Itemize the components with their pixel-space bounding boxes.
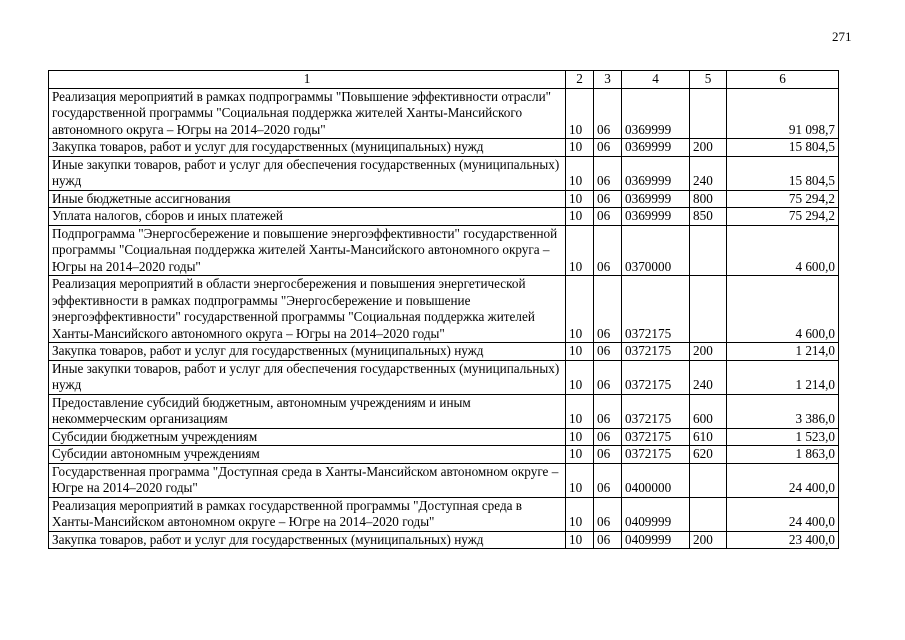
cell-subsection: 06 (594, 497, 622, 531)
cell-target-article: 0369999 (622, 139, 690, 157)
cell-target-article: 0370000 (622, 225, 690, 276)
cell-amount: 1 214,0 (727, 360, 839, 394)
cell-section: 10 (566, 156, 594, 190)
cell-section: 10 (566, 360, 594, 394)
table-row (49, 446, 839, 464)
cell-subsection: 06 (594, 428, 622, 446)
table-row (49, 463, 839, 497)
cell-name: Реализация мероприятий в области энергосбережения и повышения энергетической эффективности в рамках подпрограммы "Энергосбережение и повышение энергоэффективности" государственной программы "Социальная поддержка жителей Ханты-Мансийского автономного округа – Югры на 2014–2020 годы" (49, 276, 566, 343)
page-number: 271 (832, 29, 852, 44)
table-row (49, 208, 839, 226)
cell-section: 10 (566, 394, 594, 428)
table-row (49, 225, 839, 276)
cell-section: 10 (566, 531, 594, 549)
header-cell-sum: 6 (727, 71, 839, 89)
cell-name: Подпрограмма "Энергосбережение и повышение энергоэффективности" государственной программы "Социальная поддержка жителей Ханты-Мансийского автономного округа – Югры на 2014–2020 годы" (49, 225, 566, 276)
cell-target-article: 0369999 (622, 190, 690, 208)
cell-name: Закупка товаров, работ и услуг для государственных (муниципальных) нужд (49, 139, 566, 157)
table-row (49, 88, 839, 139)
cell-name: Иные закупки товаров, работ и услуг для обеспечения государственных (муниципальных) нужд (49, 360, 566, 394)
cell-subsection: 06 (594, 276, 622, 343)
cell-subsection: 06 (594, 139, 622, 157)
cell-subsection: 06 (594, 360, 622, 394)
cell-name: Закупка товаров, работ и услуг для государственных (муниципальных) нужд (49, 531, 566, 549)
cell-amount: 1 523,0 (727, 428, 839, 446)
cell-name: Субсидии автономным учреждениям (49, 446, 566, 464)
cell-expense-type (690, 463, 727, 497)
cell-target-article: 0372175 (622, 446, 690, 464)
cell-section: 10 (566, 428, 594, 446)
cell-amount: 1 214,0 (727, 343, 839, 361)
cell-subsection: 06 (594, 88, 622, 139)
table-row (49, 394, 839, 428)
cell-section: 10 (566, 497, 594, 531)
cell-section: 10 (566, 88, 594, 139)
cell-expense-type (690, 88, 727, 139)
cell-name: Уплата налогов, сборов и иных платежей (49, 208, 566, 226)
cell-amount: 23 400,0 (727, 531, 839, 549)
cell-expense-type: 850 (690, 208, 727, 226)
cell-name: Закупка товаров, работ и услуг для государственных (муниципальных) нужд (49, 343, 566, 361)
cell-amount: 24 400,0 (727, 497, 839, 531)
cell-target-article: 0372175 (622, 276, 690, 343)
cell-expense-type: 620 (690, 446, 727, 464)
table-row (49, 139, 839, 157)
cell-expense-type (690, 276, 727, 343)
table-row (49, 531, 839, 549)
cell-amount: 3 386,0 (727, 394, 839, 428)
cell-name: Иные закупки товаров, работ и услуг для обеспечения государственных (муниципальных) нужд (49, 156, 566, 190)
cell-amount: 75 294,2 (727, 208, 839, 226)
cell-target-article: 0372175 (622, 428, 690, 446)
cell-subsection: 06 (594, 531, 622, 549)
cell-subsection: 06 (594, 463, 622, 497)
budget-table (48, 70, 839, 549)
cell-section: 10 (566, 208, 594, 226)
table-row (49, 190, 839, 208)
cell-expense-type: 610 (690, 428, 727, 446)
cell-expense-type: 200 (690, 531, 727, 549)
table-row (49, 428, 839, 446)
cell-section: 10 (566, 446, 594, 464)
cell-expense-type: 600 (690, 394, 727, 428)
cell-expense-type: 200 (690, 343, 727, 361)
cell-expense-type (690, 225, 727, 276)
cell-expense-type: 240 (690, 156, 727, 190)
cell-amount: 4 600,0 (727, 276, 839, 343)
cell-subsection: 06 (594, 208, 622, 226)
header-cell-pr: 3 (594, 71, 622, 89)
cell-target-article: 0369999 (622, 88, 690, 139)
header-cell-name: 1 (49, 71, 566, 89)
cell-target-article: 0372175 (622, 394, 690, 428)
cell-subsection: 06 (594, 394, 622, 428)
cell-expense-type (690, 497, 727, 531)
cell-name: Иные бюджетные ассигнования (49, 190, 566, 208)
cell-expense-type: 240 (690, 360, 727, 394)
cell-subsection: 06 (594, 225, 622, 276)
cell-section: 10 (566, 463, 594, 497)
cell-subsection: 06 (594, 343, 622, 361)
cell-section: 10 (566, 343, 594, 361)
header-cell-vr: 5 (690, 71, 727, 89)
cell-name: Субсидии бюджетным учреждениям (49, 428, 566, 446)
cell-amount: 4 600,0 (727, 225, 839, 276)
cell-subsection: 06 (594, 156, 622, 190)
cell-section: 10 (566, 190, 594, 208)
cell-target-article: 0369999 (622, 208, 690, 226)
cell-expense-type: 200 (690, 139, 727, 157)
cell-target-article: 0409999 (622, 531, 690, 549)
header-cell-csr: 4 (622, 71, 690, 89)
cell-name: Предоставление субсидий бюджетным, автономным учреждениям и иным некоммерческим организациям (49, 394, 566, 428)
cell-section: 10 (566, 276, 594, 343)
cell-expense-type: 800 (690, 190, 727, 208)
cell-target-article: 0372175 (622, 360, 690, 394)
cell-amount: 75 294,2 (727, 190, 839, 208)
cell-name: Реализация мероприятий в рамках подпрограммы "Повышение эффективности отрасли" государственной программы "Социальная поддержка жителей Ханты-Мансийского автономного округа – Югры на 2014–2020 годы" (49, 88, 566, 139)
cell-amount: 24 400,0 (727, 463, 839, 497)
header-row (49, 71, 839, 89)
table-row (49, 360, 839, 394)
cell-amount: 15 804,5 (727, 156, 839, 190)
cell-target-article: 0409999 (622, 497, 690, 531)
cell-target-article: 0400000 (622, 463, 690, 497)
header-cell-rz: 2 (566, 71, 594, 89)
cell-name: Государственная программа "Доступная среда в Ханты-Мансийском автономном округе – Югре на 2014–2020 годы" (49, 463, 566, 497)
cell-section: 10 (566, 225, 594, 276)
cell-target-article: 0372175 (622, 343, 690, 361)
cell-name: Реализация мероприятий в рамках государственной программы "Доступная среда в Ханты-Мансийском автономном округе – Югре на 2014–2020 годы" (49, 497, 566, 531)
table-row (49, 276, 839, 343)
cell-target-article: 0369999 (622, 156, 690, 190)
table-row (49, 343, 839, 361)
cell-amount: 15 804,5 (727, 139, 839, 157)
table-row (49, 497, 839, 531)
cell-amount: 1 863,0 (727, 446, 839, 464)
cell-amount: 91 098,7 (727, 88, 839, 139)
table-row (49, 156, 839, 190)
cell-section: 10 (566, 139, 594, 157)
cell-subsection: 06 (594, 446, 622, 464)
cell-subsection: 06 (594, 190, 622, 208)
